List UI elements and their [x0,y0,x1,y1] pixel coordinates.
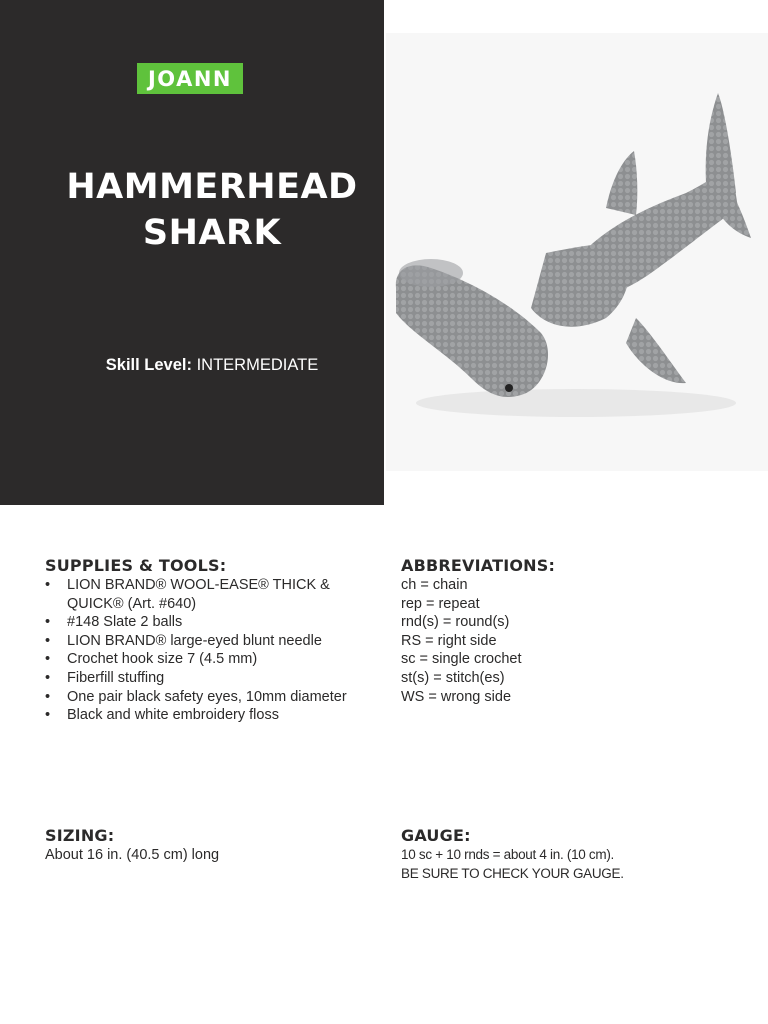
supply-item: • LION BRAND® large-eyed blunt needle [45,632,375,651]
skill-level-value: INTERMEDIATE [196,356,319,374]
supply-item: • Fiberfill stuffing [45,669,375,688]
supply-item: • One pair black safety eyes, 10mm diameter [45,688,375,707]
abbreviation-item: sc = single crochet [401,651,522,668]
abbreviation-item: RS = right side [401,632,497,649]
supply-item: • Crochet hook size 7 (4.5 mm) [45,650,375,669]
sizing-heading: SIZING: [45,826,115,845]
supplies-list [45,576,375,725]
abbreviations-heading: ABBREVIATIONS: [401,556,556,575]
shark-photo [386,33,768,471]
gauge-line-2: BE SURE TO CHECK YOUR GAUGE. [401,865,624,881]
skill-level-label: Skill Level: [105,356,192,374]
abbreviation-item: rep = repeat [401,595,480,612]
abbreviations-list [401,576,741,706]
sizing-text: About 16 in. (40.5 cm) long [45,847,220,863]
gauge-heading: GAUGE: [401,826,471,845]
pattern-title [40,164,384,256]
title-line-1: HAMMERHEAD [66,167,358,207]
joann-logo[interactable]: JOANN [137,63,243,94]
title-line-2: SHARK [142,213,282,253]
supply-item: • LION BRAND® WOOL-EASE® THICK & QUICK® (Art. #640) [45,576,375,613]
supply-item: • #148 Slate 2 balls [45,613,375,632]
abbreviation-item: ch = chain [401,577,468,593]
supplies-heading: SUPPLIES & TOOLS: [45,556,227,575]
abbreviation-item: rnd(s) = round(s) [401,614,510,631]
abbreviation-item: st(s) = stitch(es) [401,669,505,686]
skill-level [40,356,384,375]
abbreviation-item: WS = wrong side [401,688,512,705]
shark-illustration [386,33,768,471]
supply-item: • Black and white embroidery floss [45,706,375,725]
hero-panel [0,0,384,505]
gauge-line-1: 10 sc + 10 rnds = about 4 in. (10 cm). [401,847,614,862]
gauge-text [401,846,624,883]
